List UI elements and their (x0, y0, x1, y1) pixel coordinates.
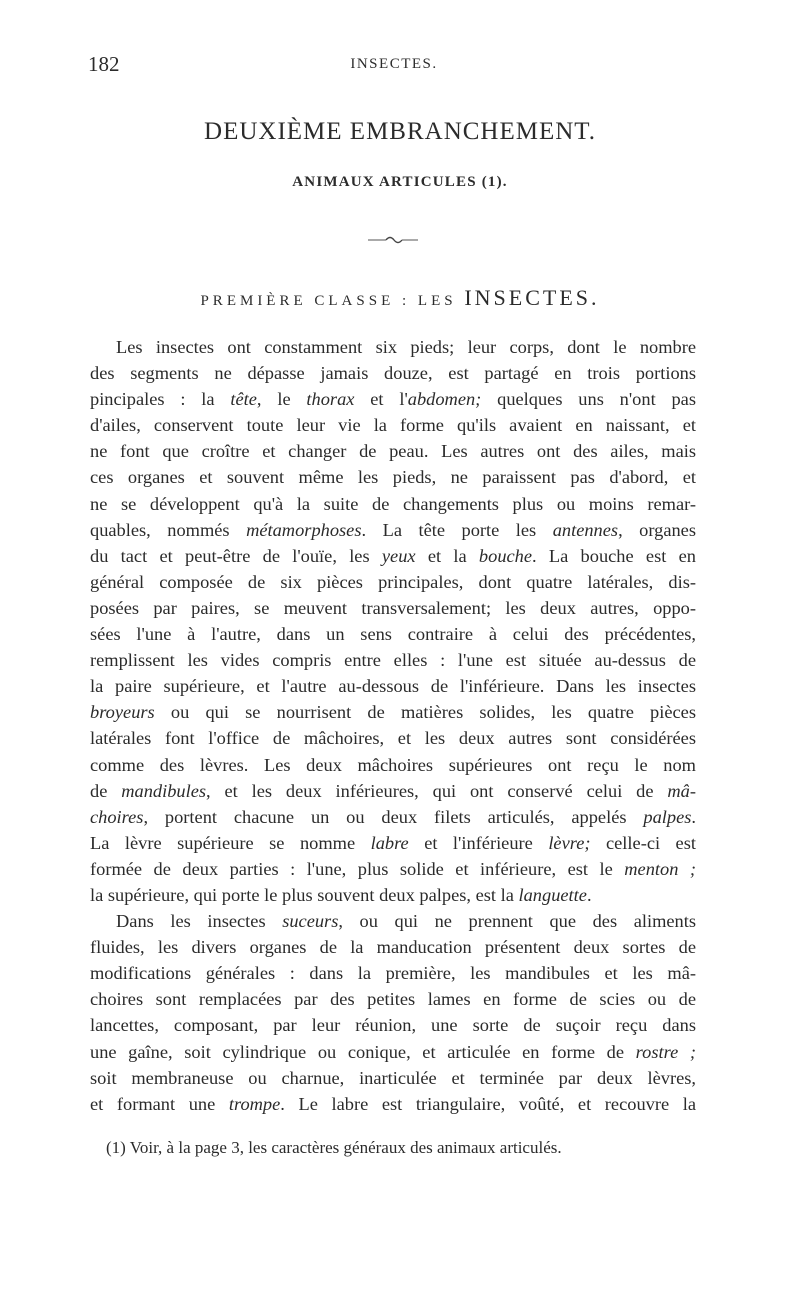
text-line (90, 621, 696, 647)
text-fragment: latérales font l'office de mâchoires, et les deux autres sont considérées (90, 728, 696, 749)
italic-term: broyeurs (90, 702, 155, 723)
italic-term: suceurs (282, 911, 339, 932)
text-line (90, 1065, 696, 1091)
text-fragment: , le (256, 389, 307, 410)
italic-term: thorax (306, 389, 355, 410)
text-fragment: lancettes, composant, par leur réunion, une sorte de suçoir reçu dans (90, 1015, 696, 1036)
italic-term: menton ; (624, 858, 696, 879)
text-line (90, 1012, 696, 1038)
text-line (90, 804, 696, 830)
text-line (90, 830, 696, 856)
text-line (90, 517, 696, 543)
text-line (90, 412, 696, 438)
italic-term: rostre ; (635, 1041, 697, 1062)
text-line (90, 491, 696, 517)
ornament-divider (368, 232, 418, 246)
class-heading (0, 285, 800, 311)
text-fragment: , ou qui ne prennent que des aliments (338, 911, 697, 932)
italic-term: choires (90, 806, 144, 827)
text-fragment: de (90, 780, 122, 801)
italic-term: bouche (478, 545, 533, 566)
text-fragment: et la (415, 545, 479, 566)
text-line (90, 360, 696, 386)
chapter-subtitle: ANIMAUX ARTICULES (1). (292, 174, 508, 190)
text-line (90, 464, 696, 490)
text-line (90, 725, 696, 751)
italic-term: antennes (552, 519, 619, 540)
page-header (88, 52, 700, 82)
class-heading-name: INSECTES. (464, 285, 600, 310)
text-fragment: d'ailes, conservent toute leur vie la forme qu'ils avaient en naissant, et (90, 415, 696, 436)
text-fragment: . La tête porte les (361, 519, 553, 540)
text-fragment: Les insectes ont constamment six pieds; leur corps, dont le nombre (116, 337, 696, 357)
text-fragment: quelques uns n'ont pas (481, 389, 696, 410)
text-fragment: , portent chacune un ou deux filets articulés, appelés (143, 806, 644, 827)
text-fragment: , et les deux inférieures, qui ont conservé celui de (206, 780, 668, 801)
text-line (90, 778, 696, 804)
text-fragment: pincipales : la (90, 389, 231, 410)
text-line (90, 856, 696, 882)
text-line (90, 543, 696, 569)
text-fragment: et formant une (90, 1093, 229, 1114)
text-fragment: ces organes et souvent même les pieds, ne paraissent pas d'abord, et (90, 467, 696, 488)
italic-term: mâ- (667, 780, 696, 801)
italic-term: labre (370, 832, 409, 853)
class-heading-prefix: PREMIÈRE CLASSE : LES (200, 293, 457, 309)
text-line (90, 438, 696, 464)
text-fragment: formée de deux parties : l'une, plus solide et inférieure, est le (90, 858, 625, 879)
text-fragment: , organes (618, 519, 697, 540)
text-fragment: la supérieure, qui porte le plus souvent deux palpes, est la (90, 884, 519, 905)
text-line (90, 647, 696, 673)
text-fragment: comme des lèvres. Les deux mâchoires supérieures ont reçu le nom (90, 754, 696, 775)
text-fragment: Dans les insectes (116, 911, 283, 932)
text-fragment: et l'inférieure (408, 832, 549, 853)
text-fragment: . Le labre est triangulaire, voûté, et recouvre la (280, 1093, 697, 1114)
text-fragment: sées l'une à l'autre, dans un sens contraire à celui des précédentes, (90, 624, 696, 645)
text-line (90, 752, 696, 778)
italic-term: mandibules (121, 780, 207, 801)
text-line (90, 986, 696, 1012)
text-fragment: ou qui se nourrisent de matières solides, les quatre pièces (154, 702, 696, 723)
text-line (90, 386, 696, 412)
text-fragment: celle-ci est (590, 832, 696, 853)
text-fragment: des segments ne dépasse jamais douze, est partagé en trois portions (90, 363, 696, 384)
italic-term: abdomen; (407, 389, 482, 410)
text-fragment: quables, nommés (90, 519, 247, 540)
text-fragment: remplissent les vides compris entre elles : l'une est située au-dessus de (90, 650, 696, 671)
italic-term: métamorphoses (246, 519, 362, 540)
text-fragment: posées par paires, se meuvent transversalement; les deux autres, oppo- (90, 597, 696, 618)
text-fragment: soit membraneuse ou charnue, inarticulée et terminée par deux lèvres, (90, 1067, 696, 1088)
text-line (90, 934, 696, 960)
text-line (90, 673, 696, 699)
chapter-title: DEUXIÈME EMBRANCHEMENT. (204, 118, 596, 145)
text-line (90, 908, 696, 934)
text-line (90, 1039, 696, 1065)
text-fragment: . (691, 806, 696, 827)
italic-term: tête (230, 389, 257, 410)
text-fragment: La lèvre supérieure se nomme (90, 832, 371, 853)
text-fragment: et l' (354, 389, 408, 410)
italic-term: languette (518, 884, 587, 905)
page-number: 182 (88, 52, 120, 76)
text-fragment: une gaîne, soit cylindrique ou conique, et articulée en forme de (90, 1041, 636, 1062)
text-line (90, 595, 696, 621)
text-line (90, 882, 696, 908)
text-fragment: . (586, 884, 592, 905)
running-head: INSECTES. (350, 56, 438, 72)
text-line (90, 699, 696, 725)
text-fragment: la paire supérieure, et l'autre au-dessous de l'inférieure. Dans les insectes (90, 676, 696, 697)
text-fragment: modifications générales : dans la première, les mandibules et les mâ- (90, 963, 696, 984)
italic-term: trompe (228, 1093, 281, 1114)
italic-term: palpes (643, 806, 692, 827)
text-line (90, 569, 696, 595)
text-fragment: fluides, les divers organes de la manducation présentent deux sortes de (90, 937, 696, 958)
text-fragment: choires sont remplacées par des petites lames en forme de scies ou de (90, 989, 696, 1010)
text-fragment: ne se développent qu'à la suite de changements plus ou moins remar- (90, 493, 696, 514)
footnote: (1) Voir, à la page 3, les caractères généraux des animaux articulés. (106, 1138, 562, 1157)
text-line (90, 334, 696, 360)
italic-term: lèvre; (548, 832, 591, 853)
italic-term: yeux (381, 545, 416, 566)
body-text (90, 334, 696, 1117)
text-fragment: général composée de six pièces principales, dont quatre latérales, dis- (90, 571, 696, 592)
text-line (90, 960, 696, 986)
text-fragment: . La bouche est en (532, 545, 696, 566)
text-fragment: du tact et peut-être de l'ouïe, les (90, 545, 382, 566)
text-line (90, 1091, 696, 1117)
text-fragment: ne font que croître et changer de peau. Les autres ont des ailes, mais (90, 441, 696, 462)
